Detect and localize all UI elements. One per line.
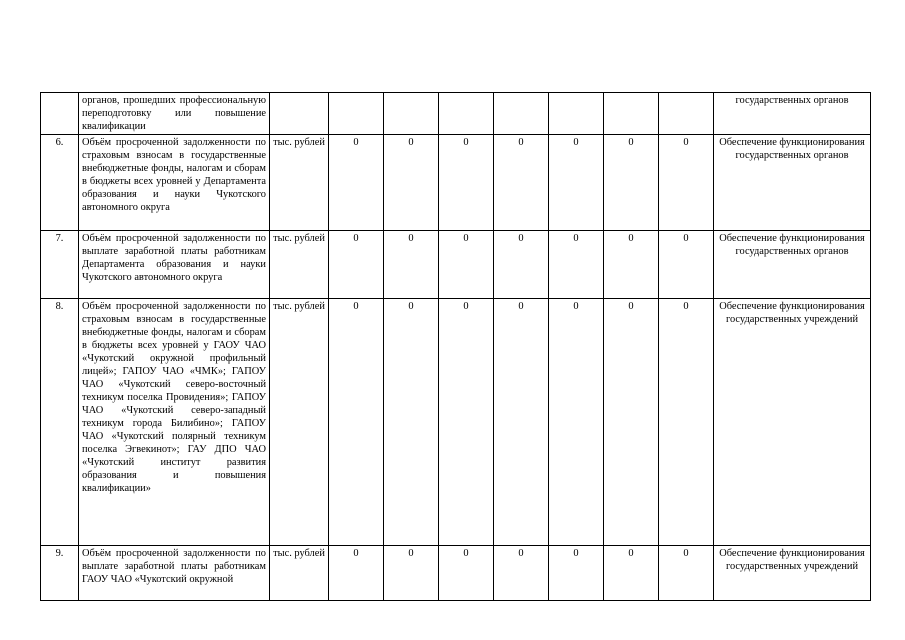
indicator-name-cell: Объём просроченной задолженности по выплате заработной платы работникам Департамента образования и науки Чукотского автономного округа: [79, 231, 270, 299]
value-cell: 0: [549, 299, 604, 546]
table-body: [41, 93, 871, 601]
value-cell: 0: [329, 546, 384, 601]
value-cell: 0: [604, 299, 659, 546]
purpose-cell: Обеспечение функционирования государственных органов: [714, 231, 871, 299]
value-cell: 0: [439, 231, 494, 299]
value-cell: [659, 93, 714, 135]
value-cell: 0: [439, 546, 494, 601]
value-cell: 0: [659, 299, 714, 546]
value-cell: 0: [494, 299, 549, 546]
unit-cell: тыс. рублей: [270, 231, 329, 299]
value-cell: 0: [549, 135, 604, 231]
value-cell: [549, 93, 604, 135]
value-cell: 0: [329, 231, 384, 299]
value-cell: 0: [384, 299, 439, 546]
unit-cell: тыс. рублей: [270, 135, 329, 231]
table-row: [41, 299, 871, 546]
value-cell: 0: [549, 231, 604, 299]
value-cell: [439, 93, 494, 135]
unit-cell: [270, 93, 329, 135]
value-cell: 0: [659, 135, 714, 231]
row-number-cell: 6.: [41, 135, 79, 231]
value-cell: [494, 93, 549, 135]
table-row: [41, 546, 871, 601]
value-cell: 0: [494, 546, 549, 601]
value-cell: 0: [439, 135, 494, 231]
table-row: [41, 231, 871, 299]
table-row: [41, 135, 871, 231]
value-cell: 0: [659, 546, 714, 601]
value-cell: 0: [604, 546, 659, 601]
value-cell: 0: [494, 231, 549, 299]
value-cell: 0: [494, 135, 549, 231]
value-cell: 0: [384, 231, 439, 299]
value-cell: 0: [604, 231, 659, 299]
indicators-table: [40, 92, 871, 601]
row-number-cell: 8.: [41, 299, 79, 546]
row-number-cell: 7.: [41, 231, 79, 299]
purpose-cell: Обеспечение функционирования государственных учреждений: [714, 546, 871, 601]
value-cell: 0: [384, 135, 439, 231]
value-cell: 0: [329, 299, 384, 546]
unit-cell: тыс. рублей: [270, 299, 329, 546]
value-cell: [384, 93, 439, 135]
purpose-cell: государственных органов: [714, 93, 871, 135]
value-cell: [604, 93, 659, 135]
table-row: [41, 93, 871, 135]
row-number-cell: [41, 93, 79, 135]
indicator-name-cell: Объём просроченной задолженности по страховым взносам в государственные внебюджетные фонды, налогам и сборам в бюджеты всех уровней у Департамента образования и науки Чукотского автономного округа: [79, 135, 270, 231]
row-number-cell: 9.: [41, 546, 79, 601]
indicator-name-cell: органов, прошедших профессиональную переподготовку или повышение квалификации: [79, 93, 270, 135]
value-cell: 0: [384, 546, 439, 601]
indicator-name-cell: Объём просроченной задолженности по выплате заработной платы работникам ГАОУ ЧАО «Чукотский окружной: [79, 546, 270, 601]
unit-cell: тыс. рублей: [270, 546, 329, 601]
indicator-name-cell: Объём просроченной задолженности по страховым взносам в государственные внебюджетные фонды, налогам и сборам в бюджеты всех уровней у ГАОУ ЧАО «Чукотский окружной профильный лицей»; ГАПОУ ЧАО «ЧМК»; ГАПОУ ЧАО «Чукотский северо-восточный техникум поселка Провидения»; ГАПОУ ЧАО «Чукотский северо-западный техникум города Билибино»; ГАПОУ ЧАО «Чукотский полярный техникум поселка Эгвекинот»; ГАУ ДПО ЧАО «Чукотский институт развития образования и повышения квалификации»: [79, 299, 270, 546]
purpose-cell: Обеспечение функционирования государственных учреждений: [714, 299, 871, 546]
value-cell: 0: [604, 135, 659, 231]
value-cell: 0: [329, 135, 384, 231]
value-cell: 0: [439, 299, 494, 546]
value-cell: 0: [659, 231, 714, 299]
purpose-cell: Обеспечение функционирования государственных органов: [714, 135, 871, 231]
value-cell: 0: [549, 546, 604, 601]
value-cell: [329, 93, 384, 135]
